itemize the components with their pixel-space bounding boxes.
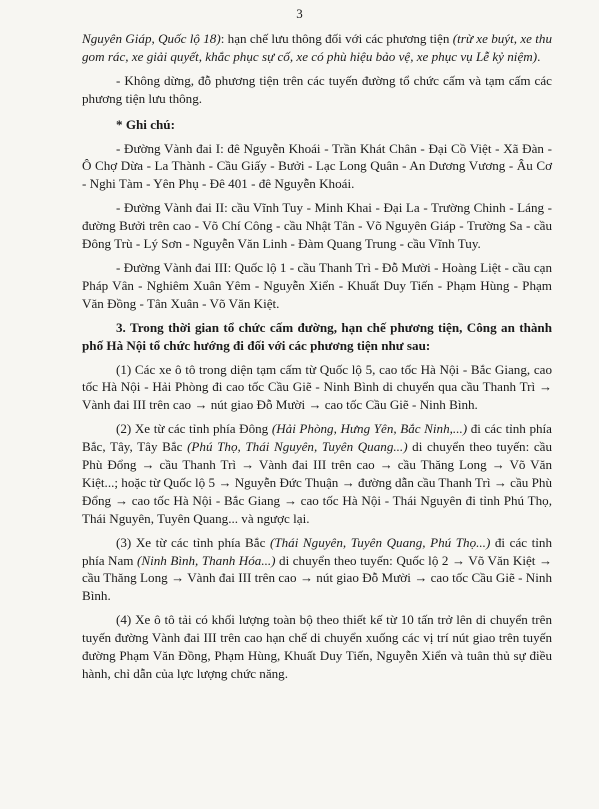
item-3-provinces-south: (Ninh Bình, Thanh Hóa...) xyxy=(137,552,276,568)
paragraph-ring-road-1: - Đường Vành đai I: đê Nguyễn Khoái - Trần Khát Chân - Đại Cồ Việt - Xã Đàn - Ô Chợ Dừa - La Thành - Cầu Giấy - Bưởi - Lạc Long Quân - An Dương Vương - Âu Cơ - Nghi Tàm - Yên Phụ - Đê 401 - đê Nguyễn Khoái. xyxy=(82,140,552,192)
paragraph-ring-road-2: - Đường Vành đai II: cầu Vĩnh Tuy - Minh Khai - Đại La - Trường Chinh - Láng - đường Bưởi trên cao - Võ Chí Công - cầu Nhật Tân - Võ Nguyên Giáp - Trường Sa - cầu Đông Trù - Lý Sơn - Nguyễn Văn Linh - Đàm Quang Trung - cầu Vĩnh Tuy. xyxy=(82,200,552,252)
item-3-text-3: di chuyển theo tuyến: Quốc lộ 2 → Võ Văn Kiệt → cầu Thăng Long → Vành đai III trên cao → nút giao Đỗ Mười → cao tốc Cầu Giẽ - Ninh Bình. xyxy=(82,552,552,604)
item-2-provinces-north: (Phú Thọ, Thái Nguyên, Tuyên Quang...) xyxy=(187,439,408,455)
sentence-end: . xyxy=(537,48,541,64)
paragraph-restriction-continuation xyxy=(82,30,552,66)
item-2-text-2: đi các tỉnh phía Bắc, Tây, Tây Bắc xyxy=(82,421,552,455)
exemption-list-italic: (trừ xe buýt, xe thu gom rác, xe giải quyết, khắc phục sự cố, xe có phù hiệu bảo vệ, xe phục vụ Lễ kỷ niệm) xyxy=(82,31,552,64)
item-2-provinces-east: (Hải Phòng, Hưng Yên, Bắc Ninh,...) xyxy=(271,421,468,437)
restriction-text: : hạn chế lưu thông đối với các phương tiện xyxy=(220,31,453,46)
item-3-provinces-north: (Thái Nguyên, Tuyên Quang, Phú Thọ...) xyxy=(269,534,491,550)
note-heading: * Ghi chú: xyxy=(116,116,175,132)
road-name-italic: Nguyên Giáp, Quốc lộ 18) xyxy=(82,31,221,46)
item-3-text-1: (3) Xe từ các tỉnh phía Bắc xyxy=(116,534,270,550)
paragraph-item-2 xyxy=(82,420,552,527)
paragraph-item-1: (1) Các xe ô tô trong diện tạm cấm từ Quốc lộ 5, cao tốc Hà Nội - Bắc Giang, cao tốc Hà Nội - Hải Phòng đi cao tốc Cầu Giẽ - Ninh Bình di chuyển qua cầu Thanh Trì → Vành đai III trên cao → nút giao Đỗ Mười → cao tốc Cầu Giẽ - Ninh Bình. xyxy=(82,361,552,413)
section-3-heading: 3. Trong thời gian tổ chức cấm đường, hạn chế phương tiện, Công an thành phố Hà Nội tổ chức hướng đi đối với các phương tiện như sau: xyxy=(82,319,552,353)
page-number: 3 xyxy=(296,6,303,21)
item-3-text-2: đi các tỉnh phía Nam xyxy=(82,534,553,568)
paragraph-item-3 xyxy=(82,534,552,606)
item-2-text-1: (2) Xe từ các tỉnh phía Đông xyxy=(116,421,272,437)
item-2-text-3: di chuyển theo tuyến: cầu Phù Đổng → cầu Thanh Trì → Vành đai III trên cao → cầu Thăng Long → Võ Văn Kiệt...; hoặc từ Quốc lộ 5 → Nguyễn Đức Thuận → đường dẫn cầu Thanh Trì → cầu Phù Đổng → cao tốc Hà Nội - Bắc Giang → cao tốc Hà Nội - Thái Nguyên đi tỉnh Phú Thọ, Thái Nguyên, Tuyên Quang... và ngược lại. xyxy=(82,439,553,526)
paragraph-no-stopping: - Không dừng, đỗ phương tiện trên các tuyến đường tổ chức cấm và tạm cấm các phương tiện lưu thông. xyxy=(82,72,552,106)
paragraph-ring-road-3: - Đường Vành đai III: Quốc lộ 1 - cầu Thanh Trì - Đỗ Mười - Hoàng Liệt - cầu cạn Pháp Vân - Nghiêm Xuân Yêm - Nguyễn Xiển - Khuất Duy Tiến - Phạm Hùng - Phạm Văn Đồng - Tân Xuân - Võ Văn Kiệt. xyxy=(82,259,552,311)
document-body xyxy=(82,30,552,689)
paragraph-item-4: (4) Xe ô tô tải có khối lượng toàn bộ theo thiết kế từ 10 tấn trở lên di chuyển trên tuyến đường Vành đai III trên cao hạn chế di chuyển xuống các vị trí nút giao trên tuyến đường Phạm Văn Đồng, Phạm Hùng, Khuất Duy Tiến, Nguyễn Xiển và tuân thủ sự điều hành, chỉ dẫn của lực lượng chức năng. xyxy=(82,612,552,681)
